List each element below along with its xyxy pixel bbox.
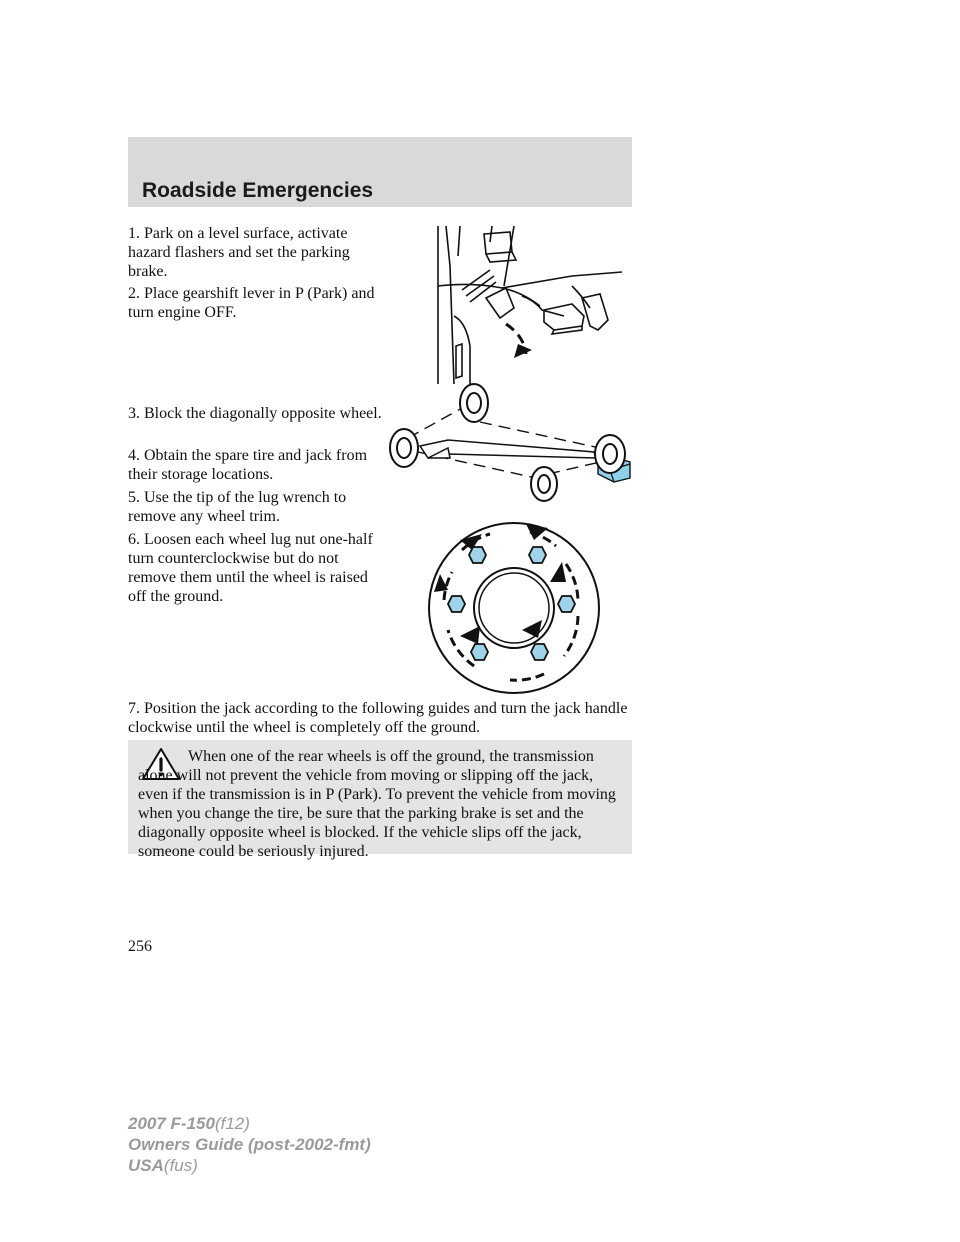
step-3: 3. Block the diagonally opposite wheel. — [128, 405, 382, 422]
wheel-block-figure — [388, 378, 638, 502]
footer-line-2: Owners Guide (post-2002-fmt) — [128, 1135, 371, 1154]
warning-box — [128, 740, 632, 860]
step-7: 7. Position the jack according to the following guides and turn the jack handle clockwise until the wheel is completely off the ground. — [128, 700, 628, 736]
step-1: 1. Park on a level surface, activate hazard flashers and set the parking brake. — [128, 225, 350, 280]
section-header — [128, 137, 632, 207]
document-footer — [128, 1113, 371, 1176]
footer-line-1: 2007 F-150(f12) — [128, 1114, 250, 1133]
warning-text: When one of the rear wheels is off the ground, the transmission alone will not prevent the vehicle from moving or slipping off the jack, even if the transmission is in P (Park). To prevent the vehicle from moving when you change the tire, be sure that the parking brake is set and the diagonally opposite wheel is blocked. If the vehicle slips off the jack, someone could be seriously injured. — [138, 748, 616, 860]
footer-line-3: USA(fus) — [128, 1156, 198, 1175]
step-6: 6. Loosen each wheel lug nut one-half turn counterclockwise but do not remove them until the wheel is raised off the ground. — [128, 531, 373, 605]
step-5: 5. Use the tip of the lug wrench to remove any wheel trim. — [128, 489, 347, 525]
page-number: 256 — [128, 938, 152, 955]
step-4: 4. Obtain the spare tire and jack from their storage locations. — [128, 447, 368, 483]
step-2: 2. Place gearshift lever in P (Park) and turn engine OFF. — [128, 285, 375, 321]
lug-nut-figure — [426, 520, 602, 696]
section-title: Roadside Emergencies — [142, 179, 374, 202]
parking-brake-figure — [432, 226, 622, 386]
